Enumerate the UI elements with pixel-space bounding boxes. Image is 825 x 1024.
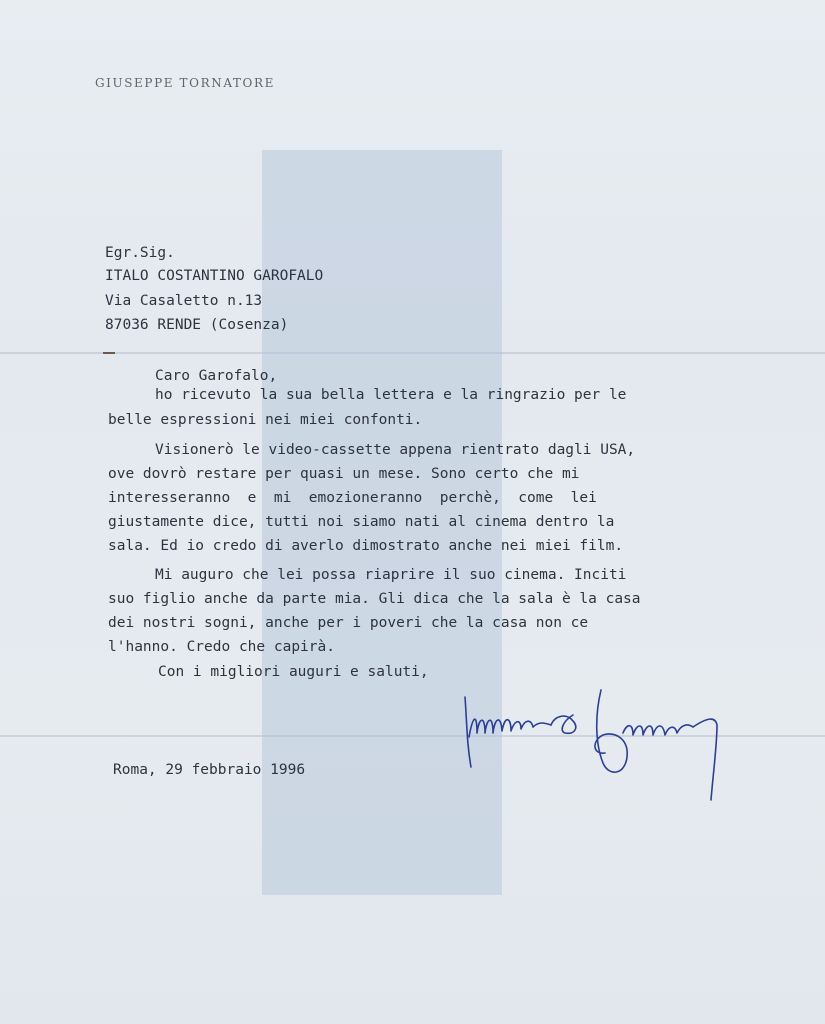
recipient-name: ITALO COSTANTINO GAROFALO	[105, 268, 324, 284]
handwritten-signature	[455, 685, 725, 805]
recipient-title: Egr.Sig.	[105, 245, 175, 261]
body-line: Mi auguro che lei possa riaprire il suo cinema. Inciti	[155, 567, 627, 583]
body-line: belle espressioni nei miei confonti.	[108, 412, 423, 428]
recipient-street: Via Casaletto n.13	[105, 293, 263, 309]
body-line: giustamente dice, tutti noi siamo nati al cinema dentro la	[108, 514, 615, 530]
body-line: sala. Ed io credo di averlo dimostrato anche nei miei film.	[108, 538, 624, 554]
greeting: Caro Garofalo,	[155, 368, 278, 384]
body-line: dei nostri sogni, anche per i poveri che la casa non ce	[108, 615, 589, 631]
body-line: suo figlio anche da parte mia. Gli dica che la sala è la casa	[108, 591, 641, 607]
margin-mark	[103, 352, 115, 354]
date-line: Roma, 29 febbraio 1996	[113, 762, 306, 778]
recipient-city: 87036 RENDE (Cosenza)	[105, 317, 289, 333]
body-line: interesseranno e mi emozioneranno perchè, come lei	[108, 490, 597, 506]
body-line: ove dovrò restare per quasi un mese. Sono certo che mi	[108, 466, 580, 482]
closing: Con i migliori auguri e saluti,	[158, 664, 429, 680]
body-line: l'hanno. Credo che capirà.	[108, 639, 335, 655]
letterhead: GIUSEPPE TORNATORE	[95, 76, 275, 90]
body-line: ho ricevuto la sua bella lettera e la ringrazio per le	[155, 387, 627, 403]
body-line: Visionerò le video-cassette appena rientrato dagli USA,	[155, 442, 636, 458]
